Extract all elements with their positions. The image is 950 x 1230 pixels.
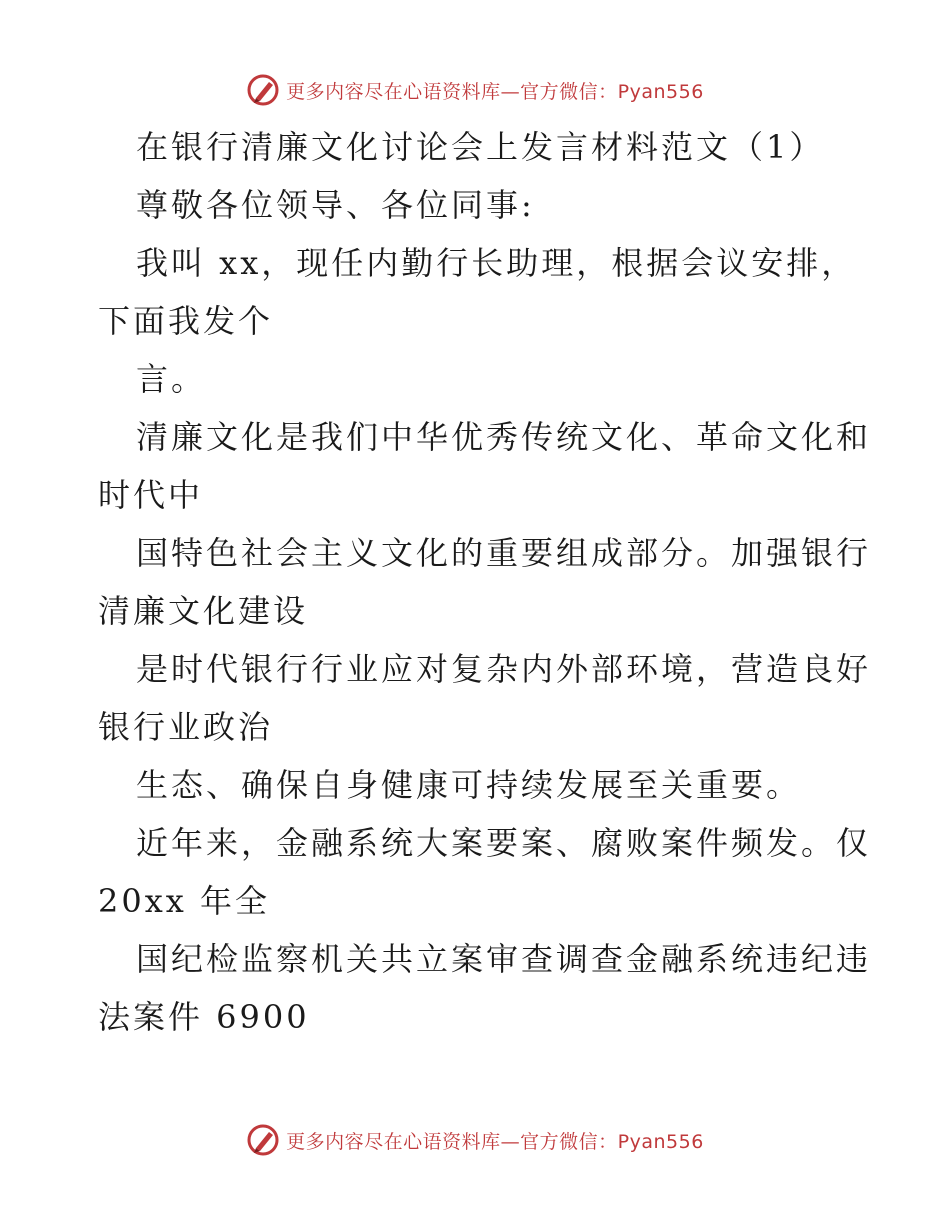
wechat-id: Pyan556 [617, 80, 704, 103]
salutation: 尊敬各位领导、各位同事: [136, 186, 535, 224]
paragraph-line: 言。 [136, 360, 207, 398]
paragraph-line: 银行业政治 [98, 708, 274, 746]
paragraph-line: 国特色社会主义文化的重要组成部分。加强银行 [136, 534, 872, 572]
paragraph-line: 生态、确保自身健康可持续发展至关重要。 [136, 766, 802, 804]
paragraph-line: 清廉文化建设 [98, 592, 309, 630]
pen-logo-icon [246, 73, 280, 107]
paragraph-line: 近年来，金融系统大案要案、腐败案件频发。仅 [136, 824, 872, 862]
paragraph-line: 法案件 6900 [98, 998, 310, 1036]
pen-logo-icon [246, 1123, 280, 1157]
wechat-id: Pyan556 [617, 1130, 704, 1153]
header-banner [0, 70, 950, 110]
paragraph-line: 是时代银行行业应对复杂内外部环境，营造良好 [136, 650, 872, 688]
document-body [98, 118, 872, 1046]
paragraph-line: 20xx 年全 [98, 882, 270, 920]
document-title: 在银行清廉文化讨论会上发言材料范文（1） [136, 128, 825, 166]
banner-text: 更多内容尽在心语资料库—官方微信：Pyan556 [286, 1130, 704, 1153]
paragraph-line: 国纪检监察机关共立案审查调查金融系统违纪违 [136, 940, 872, 978]
paragraph-line: 清廉文化是我们中华优秀传统文化、革命文化和 [136, 418, 872, 456]
banner-text: 更多内容尽在心语资料库—官方微信：Pyan556 [286, 80, 704, 103]
footer-banner [0, 1120, 950, 1160]
paragraph-line: 我叫 xx，现任内勤行长助理，根据会议安排， [136, 244, 857, 282]
paragraph-line: 时代中 [98, 476, 204, 514]
paragraph-line: 下面我发个 [98, 302, 274, 340]
